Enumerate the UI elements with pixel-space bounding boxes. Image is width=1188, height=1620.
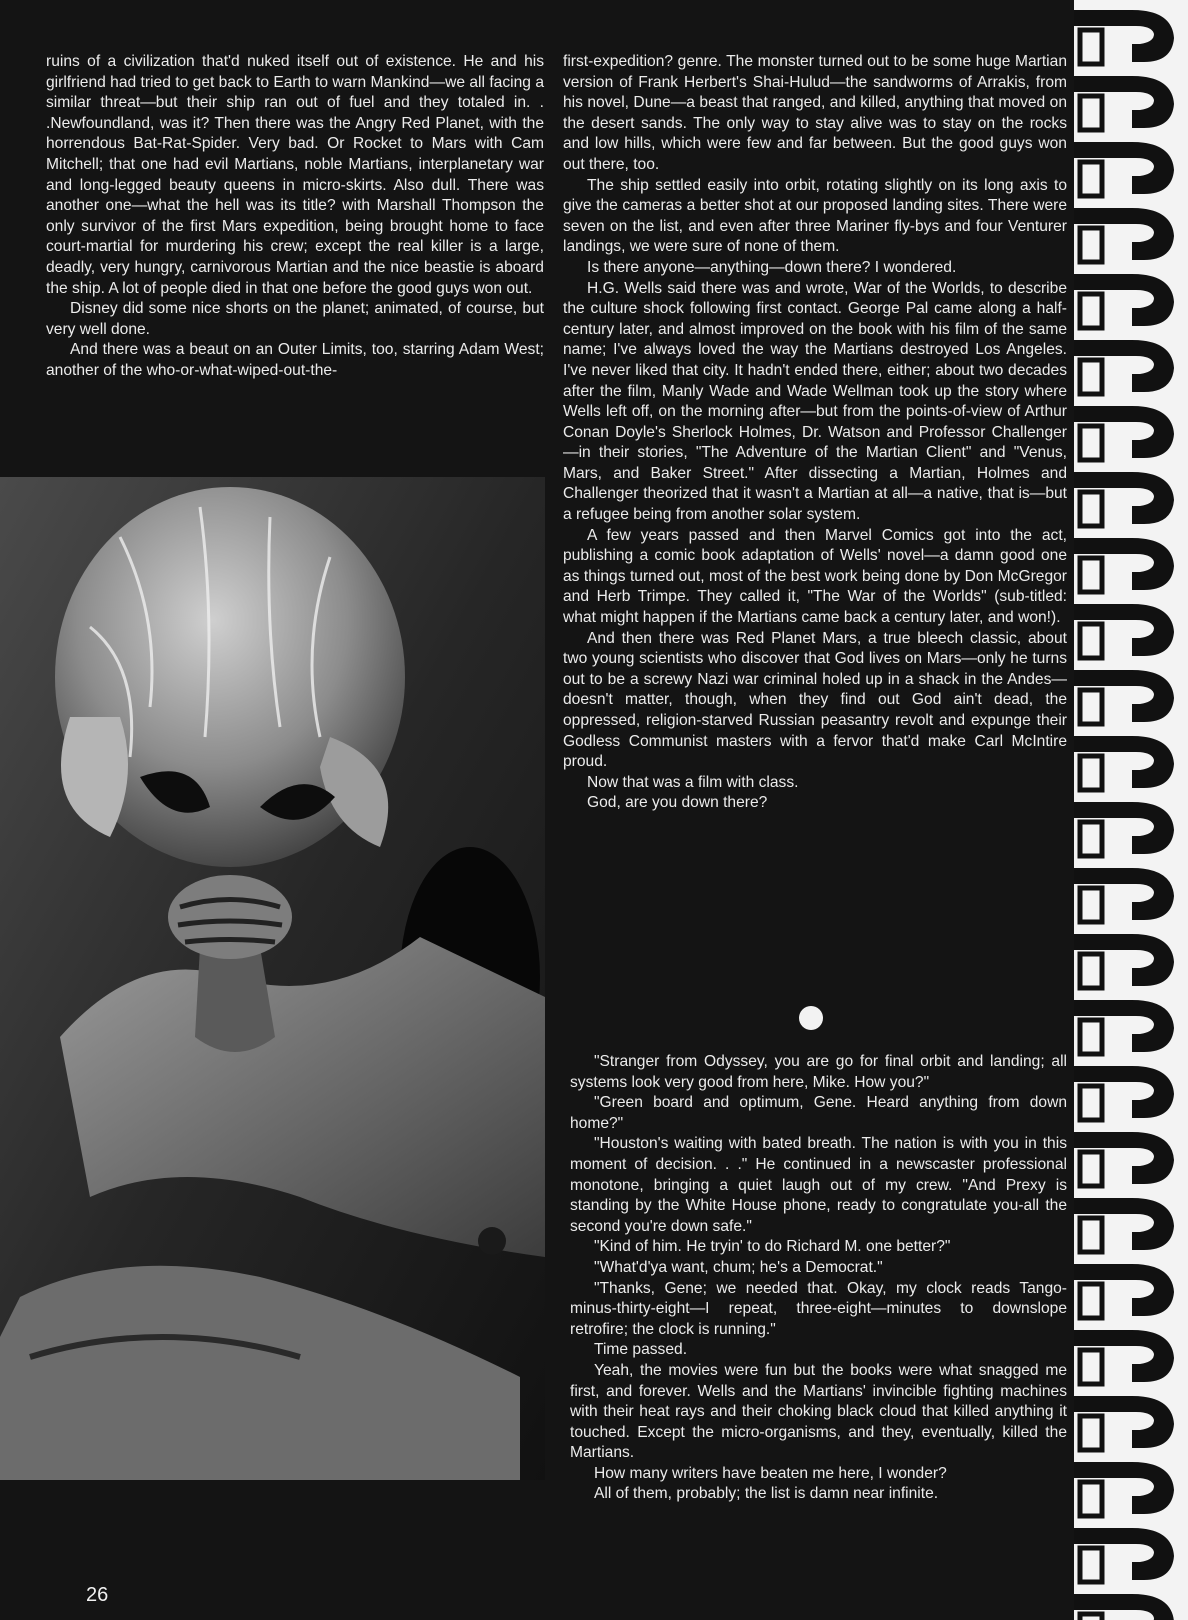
binding-coil	[1074, 538, 1174, 592]
binding-coil	[1074, 472, 1174, 526]
binding-coil	[1074, 274, 1174, 328]
binding-coil	[1074, 1000, 1174, 1054]
binding-coil	[1074, 1066, 1174, 1120]
paragraph: "Houston's waiting with bated breath. The nation is with you in this moment of decision. . ." He continued in a newscaster professional monotone, bringing a quiet laugh out of my crew. "And Prexy is standing by the White House phone, ready to congratulate you-all the second you're down safe."	[570, 1135, 1067, 1235]
paragraph: Yeah, the movies were fun but the books were what snagged me first, and forever. Wells and the Martians' invincible fighting machines with their heat rays and their choking black cloud that killed anything it touched. Except the micro-organisms, and they, eventually, killed the Martians.	[570, 1361, 1067, 1462]
binding-coil	[1074, 802, 1174, 856]
spiral-binding	[1074, 0, 1188, 1620]
paragraph: Is there anyone—anything—down there? I wondered.	[587, 258, 957, 276]
binding-coil	[1074, 670, 1174, 724]
binding-coil	[1074, 1528, 1174, 1582]
paragraph: "Thanks, Gene; we needed that. Okay, my clock reads Tango-minus-thirty-eight—I repeat, three-eight—minutes to downslope retrofire; the clock is running."	[570, 1279, 1067, 1338]
paragraph: Time passed.	[594, 1341, 688, 1359]
binding-coil	[1074, 1264, 1174, 1318]
binding-coil	[1074, 1594, 1174, 1620]
binding-coil	[1074, 76, 1174, 130]
binding-coil	[1074, 1330, 1174, 1384]
binding-coil	[1074, 736, 1174, 790]
paragraph: A few years passed and then Marvel Comics got into the act, publishing a comic book adaptation of Wells' novel—a damn good one as things turned out, most of the best work being done by Don McGregor and Herb Trimpe. They called it, "The War of the Worlds" (sub-titled: what might happen if the Martians came back a century later, and won!).	[563, 526, 1067, 627]
binding-coil	[1074, 340, 1174, 394]
binding-coil	[1074, 10, 1174, 64]
paragraph: Now that was a film with class.	[587, 773, 799, 791]
paragraph: "Stranger from Odyssey, you are go for final orbit and landing; all systems look very good from here, Mike. How you?"	[570, 1053, 1067, 1091]
paragraph: The ship settled easily into orbit, rotating slightly on its long axis to give the cameras a better shot at our proposed landing sites. There were seven on the list, and even after three Mariner fly-bys and four Venturer landings, we were sure of none of them.	[563, 176, 1067, 256]
binding-coil	[1074, 604, 1174, 658]
paragraph: And there was a beaut on an Outer Limits, too, starring Adam West; another of the who-or-what-wiped-out-the-	[46, 341, 544, 379]
paragraph: H.G. Wells said there was and wrote, War of the Worlds, to describe the culture shock following first contact. George Pal came along a half-century later, and almost improved on the book with his film of the same name; I've always loved the way the Martians destroyed Los Angeles. I've never liked that city. It hadn't ended there, either; about two decades after the film, Manly Wade and Wade Wellman took up the story where Wells left off, on the morning after—but from the points-of-view of Arthur Conan Doyle's Sherlock Holmes, Dr. Watson and Professor Challenger—in their stories, "The Adventure of the Martian Client" and "Venus, Mars, and Baker Street." After dissecting a Martian, Holmes and Challenger theorized that it wasn't a Martian at all—a native, that is—but a refugee being from another solar system.	[563, 279, 1067, 524]
right-text-column-continued	[570, 1052, 1067, 1505]
paragraph: Disney did some nice shorts on the planet; animated, of course, but very well done.	[46, 300, 544, 338]
paragraph: All of them, probably; the list is damn near infinite.	[594, 1485, 939, 1503]
binding-coil	[1074, 208, 1174, 262]
page-number: 26	[86, 1584, 109, 1606]
binding-coil	[1074, 1198, 1174, 1252]
binding-coil	[1074, 1132, 1174, 1186]
martian-creature-photo	[0, 477, 545, 1480]
section-break-dot	[799, 1006, 823, 1030]
paragraph: How many writers have beaten me here, I wonder?	[594, 1464, 947, 1482]
paragraph: "What'd'ya want, chum; he's a Democrat."	[594, 1258, 883, 1276]
paragraph: And then there was Red Planet Mars, a true bleech classic, about two young scientists who discover that God lives on Mars—only he turns out to be a screwy Nazi war criminal holed up in a shack in the Andes—doesn't matter, though, when they find out God ain't dead, the oppressed, religion-starved Russian peasantry revolt and expunge their Godless Communist masters with a fervor that'd make Carl McIntire proud.	[563, 629, 1067, 771]
paragraph: "Green board and optimum, Gene. Heard anything from down home?"	[570, 1094, 1067, 1132]
paragraph: God, are you down there?	[587, 794, 768, 812]
binding-coil	[1074, 1462, 1174, 1516]
binding-coil	[1074, 934, 1174, 988]
binding-coil	[1074, 868, 1174, 922]
binding-coil	[1074, 142, 1174, 196]
paragraph: "Kind of him. He tryin' to do Richard M. one better?"	[594, 1238, 951, 1256]
paragraph: ruins of a civilization that'd nuked itself out of existence. He and his girlfriend had tried to get back to Earth to warn Mankind—we all facing a similar threat—but their ship ran out of fuel and they totaled in. . .Newfoundland, was it? Then there was the Angry Red Planet, with the horrendous Bat-Rat-Spider. Very bad. Or Rocket to Mars with Cam Mitchell; that one had evil Martians, noble Martians, interplanetary war and long-legged beauty queens in micro-skirts. Also dull. There was another one—what the hell was its title? with Marshall Thompson the only survivor of the first Mars expedition, being brought home to face court-martial for murdering his crew; except the real killer is a large, deadly, very hungry, carnivorous Martian and the nice beastie is aboard the ship. A lot of people died in that one before the good guys won out.	[46, 53, 544, 297]
left-text-column	[46, 52, 544, 382]
right-text-column	[563, 52, 1067, 814]
binding-coil	[1074, 1396, 1174, 1450]
binding-coil	[1074, 406, 1174, 460]
paragraph: first-expedition? genre. The monster turned out to be some huge Martian version of Frank Herbert's Shai-Hulud—the sandworms of Arrakis, from his novel, Dune—a beast that ranged, and killed, anything that moved on the desert sands. The only way to stay alive was to stay on the rocks and low hills, which were few and far between. But the good guys won out there, too.	[563, 53, 1067, 173]
